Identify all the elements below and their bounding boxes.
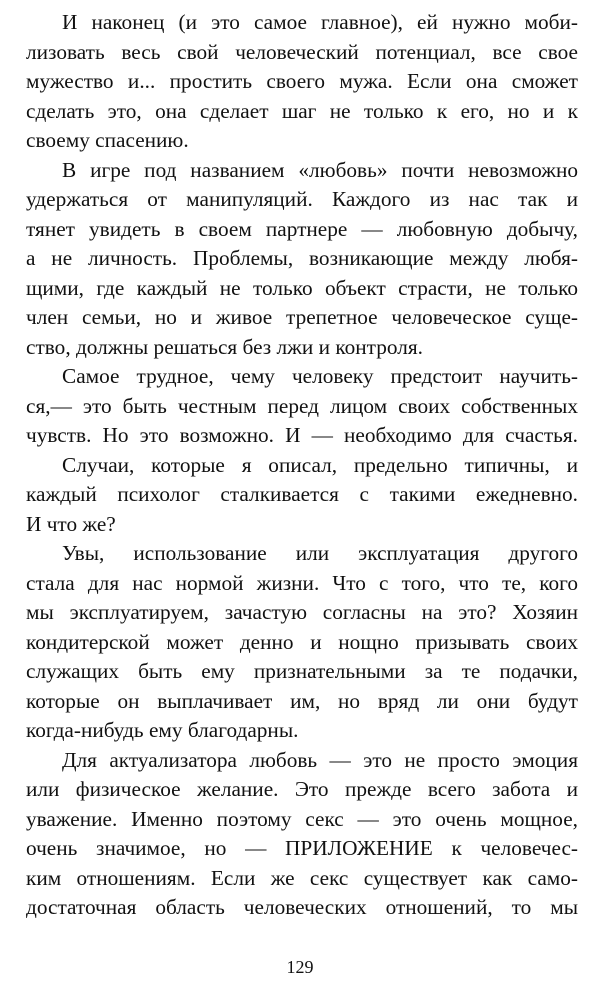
text-line: ство, должны решаться без лжи и контроля. — [26, 334, 423, 359]
text-line: тянет увидеть в своем партнере — любовную добычу, — [26, 216, 578, 241]
text-line: И что же? — [26, 511, 116, 536]
text-line: мужество и... простить своего мужа. Если она сможет — [26, 69, 578, 93]
text-line: мы эксплуатируем, зачастую согласны на это? Хозяин — [26, 600, 578, 624]
text-line: которые он выплачивает им, но вряд ли они будут — [26, 688, 578, 713]
text-line: кондитерской может денно и нощно призывать своих — [26, 629, 578, 654]
text-line: каждый психолог сталкивается с такими ежедневно. — [26, 482, 578, 506]
text-line: лизовать весь свой человеческий потенциал, все свое — [26, 39, 578, 64]
text-line: стала для нас нормой жизни. Что с того, что те, кого — [26, 570, 578, 595]
text-line: уважение. Именно поэтому секс — это очень мощное, — [26, 806, 578, 831]
text-line: достаточная область человеческих отношений, то мы — [26, 895, 578, 919]
paragraph-4 — [26, 451, 578, 540]
text-line: удержаться от манипуляций. Каждого из нас так и — [26, 187, 578, 211]
text-line: или физическое желание. Это прежде всего забота и — [26, 777, 578, 801]
text-line: а не личность. Проблемы, возникающие между любя- — [26, 246, 578, 270]
text-line: Увы, использование или эксплуатация другого — [62, 541, 578, 565]
text-line: ся,— это быть честным перед лицом своих собственных — [26, 393, 578, 418]
text-line: служащих быть ему признательными за те подачки, — [26, 659, 578, 683]
text-line: ким отношениям. Если же секс существует как само- — [26, 865, 578, 890]
page-number: 129 — [286, 957, 314, 977]
paragraph-1 — [26, 8, 578, 156]
text-line: очень значимое, но — ПРИЛОЖЕНИЕ к человечес- — [26, 836, 578, 860]
text-line: чувств. Но это возможно. И — необходимо для счастья. — [26, 423, 578, 447]
text-line: Для актуализатора любовь — это не просто эмоция — [62, 747, 578, 772]
text-line: Случаи, которые я описал, предельно типичны, и — [62, 452, 578, 477]
text-line: И наконец (и это самое главное), ей нужно моби- — [62, 10, 578, 34]
text-line: член семьи, но и живое трепетное человеческое суще- — [26, 305, 578, 329]
text-line: Самое трудное, чему человеку предстоит научить- — [62, 364, 578, 388]
text-line: своему спасению. — [26, 128, 189, 152]
paragraph-5 — [26, 539, 578, 746]
book-page-text — [26, 8, 578, 923]
paragraph-3 — [26, 362, 578, 451]
paragraph-6 — [26, 746, 578, 923]
text-line: когда-нибудь ему благодарны. — [26, 718, 299, 742]
text-line: В игре под названием «любовь» почти невозможно — [62, 157, 578, 182]
text-line: сделать это, она сделает шаг не только к его, но и к — [26, 98, 578, 123]
text-line: щими, где каждый не только объект страсти, не только — [26, 275, 578, 300]
paragraph-2 — [26, 156, 578, 363]
